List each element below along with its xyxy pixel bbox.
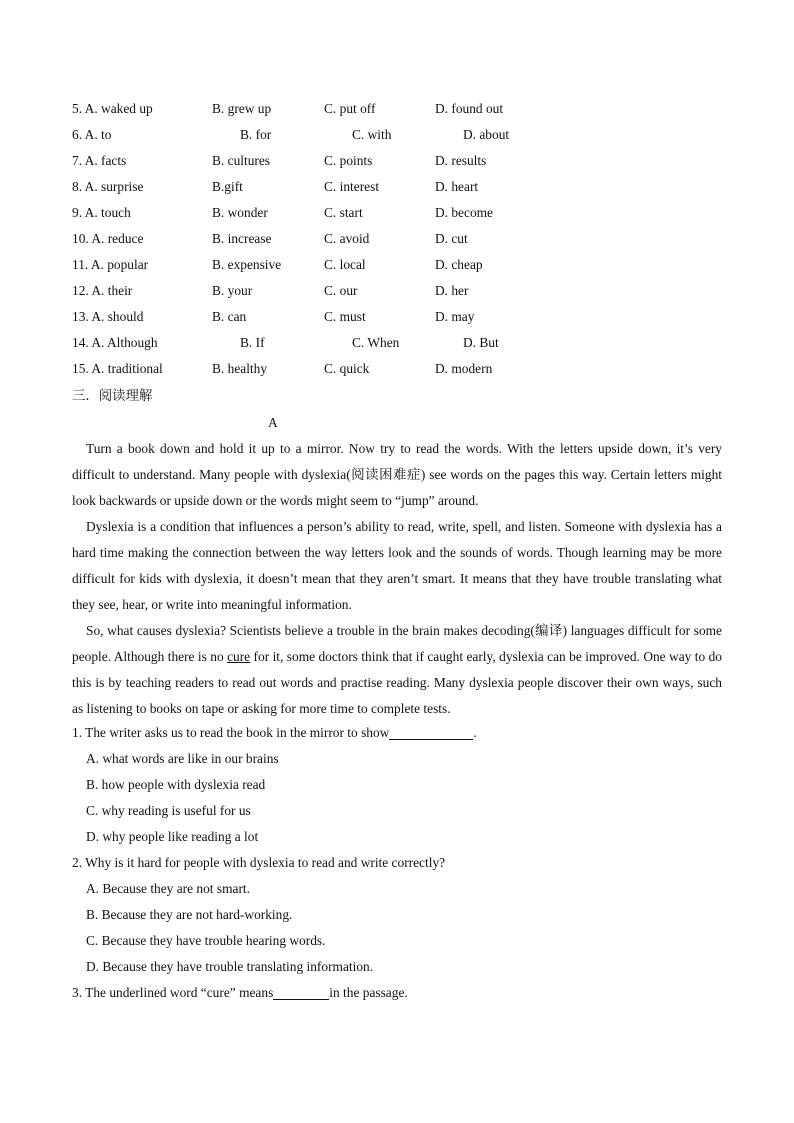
section-title: 三．阅读理解: [72, 389, 153, 404]
cloze-option-d: D. modern: [435, 361, 493, 376]
cloze-option-b: B. expensive: [212, 257, 282, 272]
cloze-option-d: D. found out: [435, 101, 504, 116]
cloze-option-c: C. put off: [324, 101, 376, 116]
cloze-option-a: 10. A. reduce: [72, 231, 144, 246]
question-1-option-c: C. why reading is useful for us: [86, 803, 251, 818]
question-1-option-d: D. why people like reading a lot: [86, 829, 259, 844]
cloze-option-b: B. wonder: [212, 205, 268, 220]
cloze-option-b: B. cultures: [212, 153, 271, 168]
question-3: 3. The underlined word “cure” means in the passage.: [72, 985, 408, 1000]
cloze-option-d: D. cheap: [435, 257, 483, 272]
passage-title: A: [268, 415, 278, 430]
cloze-option-d: D. cut: [435, 231, 468, 246]
cloze-option-b: B. can: [212, 309, 247, 324]
passage-paragraph-3: So, what causes dyslexia? Scientists believe a trouble in the brain makes decoding(编译) languages difficult for some people. Although there is no cure for it, some doctors think that if caught early, dyslexia can be improved. One way to do this is by teaching readers to read out words and practise reading. Many dyslexia people discover their own ways, such as listening to books on tape or asking for more time to complete tests.: [72, 623, 722, 716]
cloze-option-a: 8. A. surprise: [72, 179, 144, 194]
cloze-option-c: C. points: [324, 153, 373, 168]
cloze-option-d: D. heart: [435, 179, 479, 194]
question-2-option-d: D. Because they have trouble translating information.: [86, 959, 374, 974]
answer-blank[interactable]: [273, 983, 329, 1000]
question-2-option-a: A. Because they are not smart.: [86, 881, 250, 896]
cloze-option-d: D. her: [435, 283, 469, 298]
cloze-option-d: D. results: [435, 153, 487, 168]
cloze-option-b: B. your: [212, 283, 253, 298]
cloze-option-a: 14. A. Although: [72, 335, 158, 350]
cloze-option-a: 12. A. their: [72, 283, 133, 298]
cloze-option-a: 13. A. should: [72, 309, 144, 324]
cloze-option-c: C. interest: [324, 179, 380, 194]
cloze-option-d: D. But: [463, 335, 499, 350]
cloze-option-c: C. quick: [324, 361, 370, 376]
passage-body: [72, 436, 722, 722]
cloze-option-a: 9. A. touch: [72, 205, 131, 220]
cloze-option-d: D. about: [463, 127, 510, 142]
question-2-option-b: B. Because they are not hard-working.: [86, 907, 293, 922]
cloze-option-c: C. must: [324, 309, 366, 324]
cloze-option-a: 6. A. to: [72, 127, 112, 142]
cloze-option-c: C. local: [324, 257, 366, 272]
question-2-option-c: C. Because they have trouble hearing words.: [86, 933, 326, 948]
cloze-option-c: C. When: [352, 335, 400, 350]
cloze-option-c: C. avoid: [324, 231, 370, 246]
cloze-option-d: D. become: [435, 205, 494, 220]
question-1-option-b: B. how people with dyslexia read: [86, 777, 266, 792]
cloze-option-a: 7. A. facts: [72, 153, 127, 168]
cloze-option-a: 5. A. waked up: [72, 101, 153, 116]
question-1-option-a: A. what words are like in our brains: [86, 751, 279, 766]
passage-paragraph-1: Turn a book down and hold it up to a mirror. Now try to read the words. With the letters upside down, it’s very difficult to understand. Many people with dyslexia(阅读困难症) see words on the pages this way. Certain letters might look backwards or upside down or the words might seem to “jump” around.: [72, 441, 722, 508]
cloze-option-b: B. healthy: [212, 361, 268, 376]
cloze-option-c: C. start: [324, 205, 363, 220]
cloze-option-b: B. If: [240, 335, 265, 350]
cloze-option-b: B. grew up: [212, 101, 272, 116]
cloze-option-c: C. our: [324, 283, 358, 298]
answer-blank[interactable]: [389, 723, 473, 740]
underlined-word-cure: cure: [227, 649, 251, 664]
cloze-option-c: C. with: [352, 127, 392, 142]
cloze-option-b: B. for: [240, 127, 272, 142]
question-1: 1. The writer asks us to read the book in the mirror to show .: [72, 725, 477, 740]
cloze-option-b: B.gift: [212, 179, 243, 194]
cloze-option-d: D. may: [435, 309, 475, 324]
passage-paragraph-2: Dyslexia is a condition that influences a person’s ability to read, write, spell, and listen. Someone with dyslexia has a hard time making the connection between the way letters look and the sounds of words. Though learning may be more difficult for kids with dyslexia, it doesn’t mean that they aren’t smart. It means that they have trouble translating what they see, hear, or write into meaningful information.: [72, 519, 722, 612]
question-2: 2. Why is it hard for people with dyslexia to read and write correctly?: [72, 855, 446, 870]
cloze-option-a: 15. A. traditional: [72, 361, 163, 376]
cloze-option-a: 11. A. popular: [72, 257, 149, 272]
cloze-option-b: B. increase: [212, 231, 272, 246]
